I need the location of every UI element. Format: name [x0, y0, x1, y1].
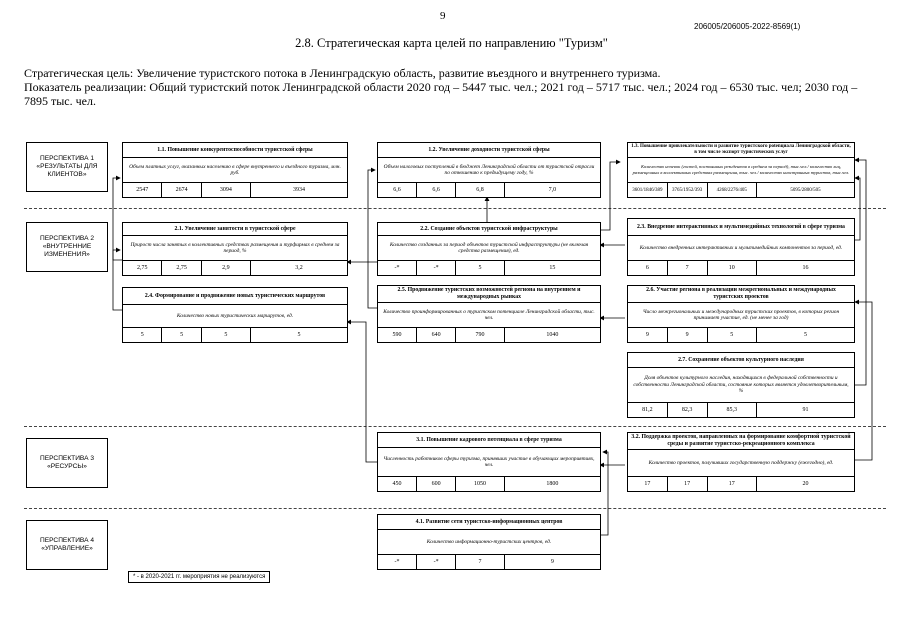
goal-values — [378, 183, 600, 197]
value-2021: -* — [417, 261, 456, 275]
goal-indicator: Количество проектов, получивших государственную поддержку (ежегодно), ед. — [628, 450, 854, 477]
goal-title: 3.2. Поддержка проектов, направленных на формирование комфортной туристской среды и развитие туристско-рекреационного комплекса — [628, 433, 854, 450]
value-2021: 9 — [668, 328, 708, 342]
goal-indicator: Объем платных услуг, оказанных населению в сфере внутреннего и въездного туризма, млн. руб. — [123, 158, 347, 183]
value-2020: 2547 — [123, 183, 162, 197]
goal-box-3-2 — [627, 432, 855, 492]
goal-title: 2.6. Участие региона в реализации межрегиональных и международных туристских проектов — [628, 286, 854, 303]
goal-indicator: Количество внедренных интерактивных и мультимедийных компонентов за период, ед. — [628, 236, 854, 261]
connector-3-1-to-2-4 — [347, 322, 377, 462]
goal-title: 1.3. Повышение привлекательности и развитие туристского potenциала Ленинградской области, в том числе экспорт туристических услуг — [628, 143, 854, 158]
goal-indicator: Количество проинформированных о туристском потенциале Ленинградской области, тыс. чел. — [378, 303, 600, 328]
goal-values — [628, 403, 854, 417]
goal-box-2-3 — [627, 218, 855, 276]
goal-box-1-3 — [627, 142, 855, 198]
value-2024: 6,8 — [456, 183, 505, 197]
strategic-goal: Стратегическая цель: Увеличение туристского потока в Ленинградскую область, развитие въездного и внутреннего туризма. — [24, 66, 661, 80]
value-2024: 17 — [708, 477, 757, 491]
value-2021: 6,6 — [417, 183, 456, 197]
value-2020: -* — [378, 555, 417, 569]
value-2030: 16 — [802, 265, 809, 271]
goal-box-2-4 — [122, 287, 348, 343]
goal-title: 2.1. Увеличение занятости в туристской сфере — [123, 223, 347, 236]
value-2024: 10 — [708, 261, 757, 275]
value-2024: 5 — [708, 328, 757, 342]
value-2030: 5 — [804, 332, 808, 338]
value-2020: 2,75 — [123, 261, 162, 275]
goal-indicator: Количество новых туристических маршрутов, ед. — [123, 305, 347, 328]
goal-title: 4.1. Развитие сети туристско-информационных центров — [378, 515, 600, 530]
goal-title: 1.1. Повышение конкурентоспособности туристской сферы — [123, 143, 347, 158]
connector-4-1-to-3-1 — [600, 452, 608, 535]
value-2020: 6,6 — [378, 183, 417, 197]
value-2020: 5 — [123, 328, 162, 342]
goal-values — [123, 183, 347, 197]
value-2024: 5 — [202, 328, 251, 342]
goal-box-1-1 — [122, 142, 348, 198]
value-2024: 2,9 — [202, 261, 251, 275]
value-2024: 7 — [456, 555, 505, 569]
implementation-indicator: Показатель реализации: Общий туристский поток Ленинградской области 2020 год – 5447 тыс. чел.; 2021 год – 5717 тыс. чел.; 2024 год – 6530 тыс. чел; 2030 год – 7895 тыс. чел. — [24, 80, 858, 108]
page-number: 9 — [440, 10, 446, 22]
value-2030: 1800 — [546, 481, 559, 487]
value-2021: 82,3 — [668, 403, 708, 417]
value-2024: 5 — [456, 261, 505, 275]
value-2021: 600 — [417, 477, 456, 491]
value-2024: 85,3 — [708, 403, 757, 417]
goal-values — [378, 328, 600, 342]
value-2020: 9 — [628, 328, 668, 342]
goal-box-3-1 — [377, 432, 601, 492]
goal-box-2-1 — [122, 222, 348, 276]
value-2021: 3765/1952/393 — [668, 183, 708, 197]
goal-indicator: Количество ночевок (гостей, постоянных резидентов в среднем за период), тыс.чел./ количество лиц, размещенных в коллективных средствах размещения, тыс. чел./ количество иностранных туристов, тыс.чел. — [628, 158, 854, 183]
goal-box-4-1 — [377, 514, 601, 570]
value-2030: 3,2 — [295, 265, 303, 271]
goal-box-2-2 — [377, 222, 601, 276]
perspective-2: ПЕРСПЕКТИВА 2 «ВНУТРЕННИЕ ИЗМЕНЕНИЯ» — [26, 222, 108, 272]
connector-3-2-to-2-6 — [852, 302, 872, 460]
goal-values — [123, 328, 347, 342]
value-2021: 7 — [668, 261, 708, 275]
goal-indicator: Количество созданных за период объектов туристской инфраструктуры (не включая средства размещения), ед. — [378, 236, 600, 261]
goal-box-2-5 — [377, 285, 601, 343]
value-2020: 81,2 — [628, 403, 668, 417]
perspective-3: ПЕРСПЕКТИВА 3 «РЕСУРСЫ» — [26, 438, 108, 488]
goal-title: 3.1. Повышение кадрового потенциала в сфере туризма — [378, 433, 600, 448]
goal-indicator: Количество информационно-туристских центров, ед. — [378, 530, 600, 555]
goal-values — [378, 261, 600, 275]
goal-title: 2.7. Сохранение объектов культурного наследия — [628, 353, 854, 368]
goal-title: 1.2. Увеличение доходности туристской сферы — [378, 143, 600, 158]
goal-values — [628, 261, 854, 275]
value-2024: 4268/2276/405 — [708, 183, 757, 197]
connector-2-4-to-2-1 — [113, 250, 122, 310]
goal-values — [378, 555, 600, 569]
goal-box-2-6 — [627, 285, 855, 343]
value-2021: 17 — [668, 477, 708, 491]
goal-title: 2.3. Внедрение интерактивных и мультимедийных технологий в сфере туризма — [628, 219, 854, 236]
value-2030: 3934 — [292, 187, 305, 193]
value-2030: 9 — [550, 559, 554, 565]
value-2030: 5095/2800/505 — [790, 187, 821, 193]
value-2020: 3601/1846/389 — [628, 183, 668, 197]
value-2030: 7,0 — [548, 187, 557, 193]
connector-2-5-to-1-2 — [368, 170, 377, 308]
value-2021: 2,75 — [162, 261, 201, 275]
value-2020: 6 — [628, 261, 668, 275]
value-2030: 15 — [549, 265, 556, 271]
goal-indicator: Число межрегиональных и международных туристских проектов, в которых регион принимает участие, ед. (не менее за год) — [628, 303, 854, 328]
value-2030: 91 — [802, 407, 809, 413]
value-2020: 17 — [628, 477, 668, 491]
value-2030: 1040 — [546, 332, 559, 338]
value-2030: 5 — [297, 332, 301, 338]
page-title: 2.8. Стратегическая карта целей по направлению "Туризм" — [295, 36, 608, 50]
goal-indicator: Численность работников сферы туризма, принявших участие в обучающих мероприятиях, чел. — [378, 448, 600, 477]
goal-values — [378, 477, 600, 491]
goal-box-2-7 — [627, 352, 855, 418]
connector-2-1-to-1-1 — [113, 178, 122, 260]
goal-title: 2.4. Формирование и продвижение новых туристических маршрутов — [123, 288, 347, 305]
perspective-1: ПЕРСПЕКТИВА 1 «РЕЗУЛЬТАТЫ ДЛЯ КЛИЕНТОВ» — [26, 142, 108, 192]
value-2024: 790 — [456, 328, 505, 342]
goal-indicator: Прирост числа занятых в коллективных средствах размещения и турфирмах в среднем за период, % — [123, 236, 347, 261]
goal-values — [628, 183, 854, 197]
goal-box-1-2 — [377, 142, 601, 198]
goal-values — [123, 261, 347, 275]
perspective-4: ПЕРСПЕКТИВА 4 «УПРАВЛЕНИЕ» — [26, 520, 108, 570]
value-2021: -* — [417, 555, 456, 569]
goal-title: 2.2. Создание объектов туристской инфраструктуры — [378, 223, 600, 236]
goal-indicator: Доля объектов культурного наследия, находящихся в федеральной собственности и собственности Ленинградской области, состояние которых является удовлетворительным, % — [628, 368, 854, 403]
value-2020: -* — [378, 261, 417, 275]
value-2024: 1050 — [456, 477, 505, 491]
footnote: * - в 2020-2021 гг. мероприятия не реализуются — [128, 571, 270, 583]
goal-title: 2.5. Продвижение туристских возможностей региона на внутреннем и международных рынках — [378, 286, 600, 303]
value-2020: 590 — [378, 328, 417, 342]
value-2030: 20 — [802, 481, 809, 487]
value-2021: 5 — [162, 328, 201, 342]
goal-values — [628, 477, 854, 491]
document-id: 206005/206005-2022-8569(1) — [694, 22, 801, 31]
value-2020: 450 — [378, 477, 417, 491]
value-2021: 2674 — [162, 183, 201, 197]
goal-indicator: Объем налоговых поступлений в бюджет Ленинградской области от туристской отрасли по отношению к предыдущему году, % — [378, 158, 600, 183]
connector-2-2-to-1-3 — [600, 162, 620, 230]
goal-values — [628, 328, 854, 342]
value-2024: 3094 — [202, 183, 251, 197]
value-2021: 640 — [417, 328, 456, 342]
